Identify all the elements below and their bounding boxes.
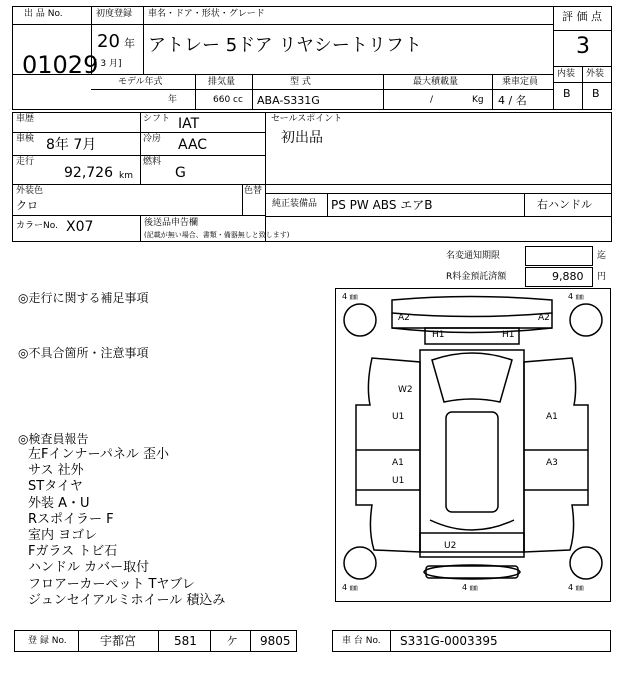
- model-name: アトレー 5ドア リヤシートリフト: [148, 35, 422, 56]
- tire-depth-rear-left: 4 ㎜: [342, 583, 358, 592]
- history-label: 車歴: [16, 114, 35, 124]
- fuel-value: G: [175, 165, 186, 181]
- recycle-unit: 円: [597, 272, 607, 282]
- aftermarket-label: 後送品申告欄: [144, 218, 199, 228]
- damage-mark: H1: [432, 330, 445, 340]
- first-reg-year-unit: 年: [124, 37, 135, 50]
- chassis-label: 車 台 No.: [342, 636, 381, 646]
- rating-value: 3: [576, 34, 590, 59]
- inspector-remark-item: Rスポイラー F: [28, 511, 114, 527]
- shift-label: シフト: [143, 114, 171, 124]
- deadline-label: 名変通知期限: [446, 251, 501, 261]
- exterior-color-label: 外装色: [16, 186, 44, 196]
- ac-value: AAC: [178, 137, 208, 153]
- shift-value: IAT: [178, 116, 200, 132]
- sales-point-label: セールスポイント: [271, 114, 343, 124]
- reg-class: 581: [174, 634, 197, 648]
- damage-mark: H1: [502, 330, 515, 340]
- reg-kana: ケ: [226, 634, 239, 648]
- tire-depth-spare: 4 ㎜: [462, 583, 478, 592]
- displacement-value: 660 cc: [213, 95, 243, 105]
- damage-mark: A3: [546, 458, 558, 468]
- recycle-label: R料金預託済額: [446, 272, 507, 282]
- tire-depth-front-right: 4 ㎜: [568, 292, 584, 301]
- inspector-remark-item: STタイヤ: [28, 479, 83, 495]
- model-year-label: モデル年式: [118, 77, 163, 87]
- inspector-remark-item: 外装 A・U: [28, 495, 90, 511]
- max-load-sep: /: [430, 95, 434, 105]
- inspection-label: 車検: [16, 134, 35, 144]
- displacement-label: 排気量: [208, 77, 236, 87]
- tire-depth-front-left: 4 ㎜: [342, 292, 358, 301]
- exterior-color-value: クロ: [16, 199, 38, 212]
- inspector-remark-item: サス 社外: [28, 463, 84, 479]
- deadline-box: [525, 246, 593, 266]
- deadline-unit: 迄: [597, 251, 607, 261]
- mileage-unit: km: [119, 171, 133, 181]
- damage-mark: U1: [392, 412, 405, 422]
- color-change-label: 色替: [244, 186, 263, 196]
- color-no-label: カラーNo.: [16, 221, 58, 231]
- capacity-value: 4 / 名: [498, 94, 527, 107]
- steering-value: 右ハンドル: [537, 198, 592, 211]
- exterior-grade: B: [592, 87, 600, 100]
- damage-mark: A2: [538, 313, 550, 323]
- mileage-value: 92,726: [64, 165, 113, 181]
- damage-mark: U1: [392, 476, 405, 486]
- aftermarket-note: (記載が無い場合、書類・備器無しと致します): [144, 231, 290, 239]
- standard-equip-label: 純正装備品: [272, 199, 318, 209]
- inspector-remark-item: ジュンセイアルミホイール 積込み: [28, 592, 226, 608]
- inspector-remark-item: フロアーカーペット Tヤブレ: [28, 576, 195, 592]
- type-label: 型 式: [290, 77, 311, 87]
- inspector-remark-item: ハンドル カバー取付: [28, 560, 150, 576]
- exterior-label: 外装: [586, 69, 605, 79]
- reg-area: 宇都宮: [100, 634, 137, 648]
- interior-label: 内装: [557, 69, 576, 79]
- reg-label: 登 録 No.: [28, 636, 67, 646]
- first-reg-label: 初度登録: [96, 9, 133, 19]
- interior-grade: B: [563, 87, 571, 100]
- first-reg-year: 20: [97, 31, 120, 52]
- inspector-remark-item: 左Fインナーパネル 歪小: [28, 447, 169, 462]
- lot-number: 01029: [22, 51, 99, 79]
- inspector-remark-item: Fガラス トビ石: [28, 544, 118, 560]
- first-reg-month: [ 3 月]: [94, 59, 122, 69]
- inspector-header: ◎検査員報告: [18, 432, 89, 446]
- max-load-label: 最大積載量: [413, 77, 459, 87]
- inspection-value: 8年 7月: [46, 137, 97, 153]
- lot-label: 出 品 No.: [24, 9, 63, 19]
- damage-diagram-frame: [335, 288, 611, 602]
- reg-number: 9805: [260, 634, 291, 648]
- recycle-amount: 9,880: [552, 270, 584, 283]
- rating-label: 評 価 点: [562, 10, 602, 23]
- tire-depth-rear-right: 4 ㎜: [568, 583, 584, 592]
- type-value: ABA-S331G: [257, 94, 320, 107]
- damage-mark: W2: [398, 385, 413, 395]
- sales-point-value: 初出品: [281, 130, 323, 146]
- model-year-unit: 年: [168, 95, 178, 105]
- standard-equip-value: PS PW ABS エアB: [331, 198, 433, 212]
- chassis-no: S331G-0003395: [400, 634, 498, 648]
- driving-remarks-header: ◎走行に関する補足事項: [18, 291, 149, 305]
- inspector-remark-item: 室内 ヨゴレ: [28, 528, 98, 543]
- color-no-value: X07: [66, 219, 94, 235]
- fuel-label: 燃料: [143, 157, 162, 167]
- damage-mark: A1: [546, 412, 558, 422]
- ac-label: 冷房: [143, 134, 162, 144]
- mileage-label: 走行: [16, 157, 35, 167]
- max-load-unit: Kg: [472, 95, 484, 105]
- damage-mark: A2: [398, 313, 410, 323]
- damage-mark: U2: [444, 541, 457, 551]
- capacity-label: 乗車定員: [502, 77, 539, 87]
- model-header-label: 車名・ドア・形状・グレード: [148, 9, 265, 19]
- damage-mark: A1: [392, 458, 404, 468]
- defects-header: ◎不具合箇所・注意事項: [18, 346, 149, 360]
